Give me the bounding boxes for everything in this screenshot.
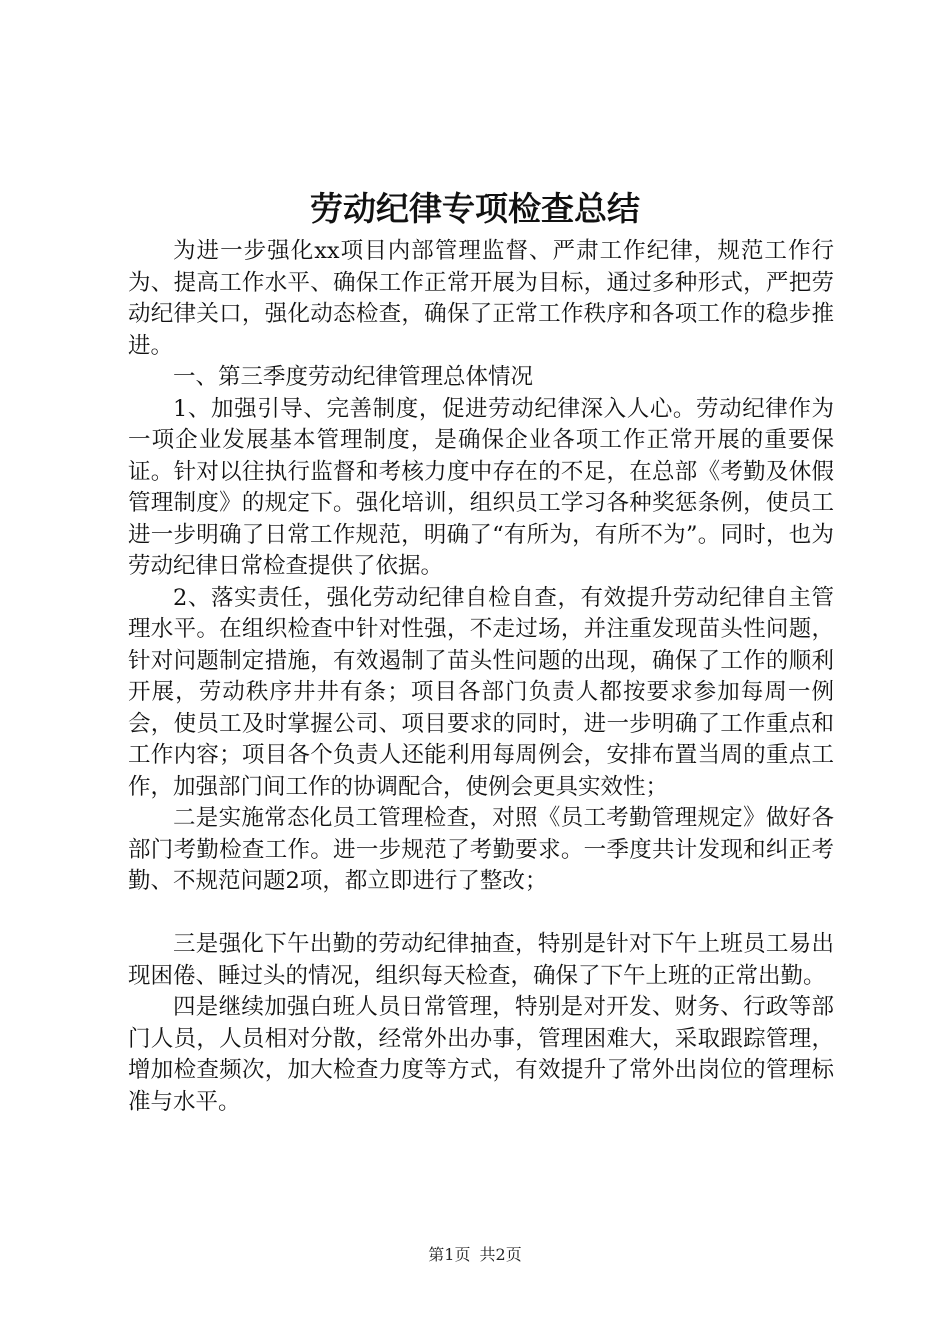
document-body [128, 236, 834, 1118]
paragraph-item-1: 1、加强引导、完善制度，促进劳动纪律深入人心。劳动纪律作为一项企业发展基本管理制度，是确保企业各项工作正常开展的重要保证。针对以往执行监督和考核力度中存在的不足，在总部《考勤及休假管理制度》的规定下。强化培训，组织员工学习各种奖惩条例，使员工进一步明确了日常工作规范，明确了“有所为，有所不为”。同时，也为劳动纪律日常检查提供了依据。 [128, 395, 834, 579]
paragraph-item-2: 2、落实责任，强化劳动纪律自检自查，有效提升劳动纪律自主管理水平。在组织检查中针对性强，不走过场，并注重发现苗头性问题，针对问题制定措施，有效遏制了苗头性问题的出现，确保了工作的顺利开展，劳动秩序井井有条；项目各部门负责人都按要求参加每周一例会，使员工及时掌握公司、项目要求的同时，进一步明确了工作重点和工作内容；项目各个负责人还能利用每周例会，安排布置当周的重点工作，加强部门间工作的协调配合，使例会更具实效性； [128, 584, 834, 800]
document-title: 劳动纪律专项检查总结 [310, 189, 640, 228]
paragraph-item-4: 三是强化下午出勤的劳动纪律抽查，特别是针对下午上班员工易出现困倦、睡过头的情况，组织每天检查，确保了下午上班的正常出勤。 [128, 931, 834, 989]
page-total: 共2页 [479, 1245, 522, 1264]
section-heading: 一、第三季度劳动纪律管理总体情况 [173, 364, 534, 390]
paragraph-item-3: 二是实施常态化员工管理检查，对照《员工考勤管理规定》做好各部门考勤检查工作。进一步规范了考勤要求。一季度共计发现和纠正考勤、不规范问题2项，都立即进行了整改； [128, 805, 834, 894]
page-number: 第1页 [428, 1245, 471, 1264]
page-footer [0, 1243, 950, 1267]
paragraph-item-5: 四是继续加强白班人员日常管理，特别是对开发、财务、行政等部门人员，人员相对分散，经常外出办事，管理困难大，采取跟踪管理，增加检查频次，加大检查力度等方式，有效提升了常外出岗位的管理标准与水平。 [128, 994, 834, 1115]
paragraph-intro: 为进一步强化xx项目内部管理监督、严肃工作纪律，规范工作行为、提高工作水平、确保工作正常开展为目标，通过多种形式，严把劳动纪律关口，强化动态检查，确保了正常工作秩序和各项工作的稳步推进。 [128, 238, 834, 359]
